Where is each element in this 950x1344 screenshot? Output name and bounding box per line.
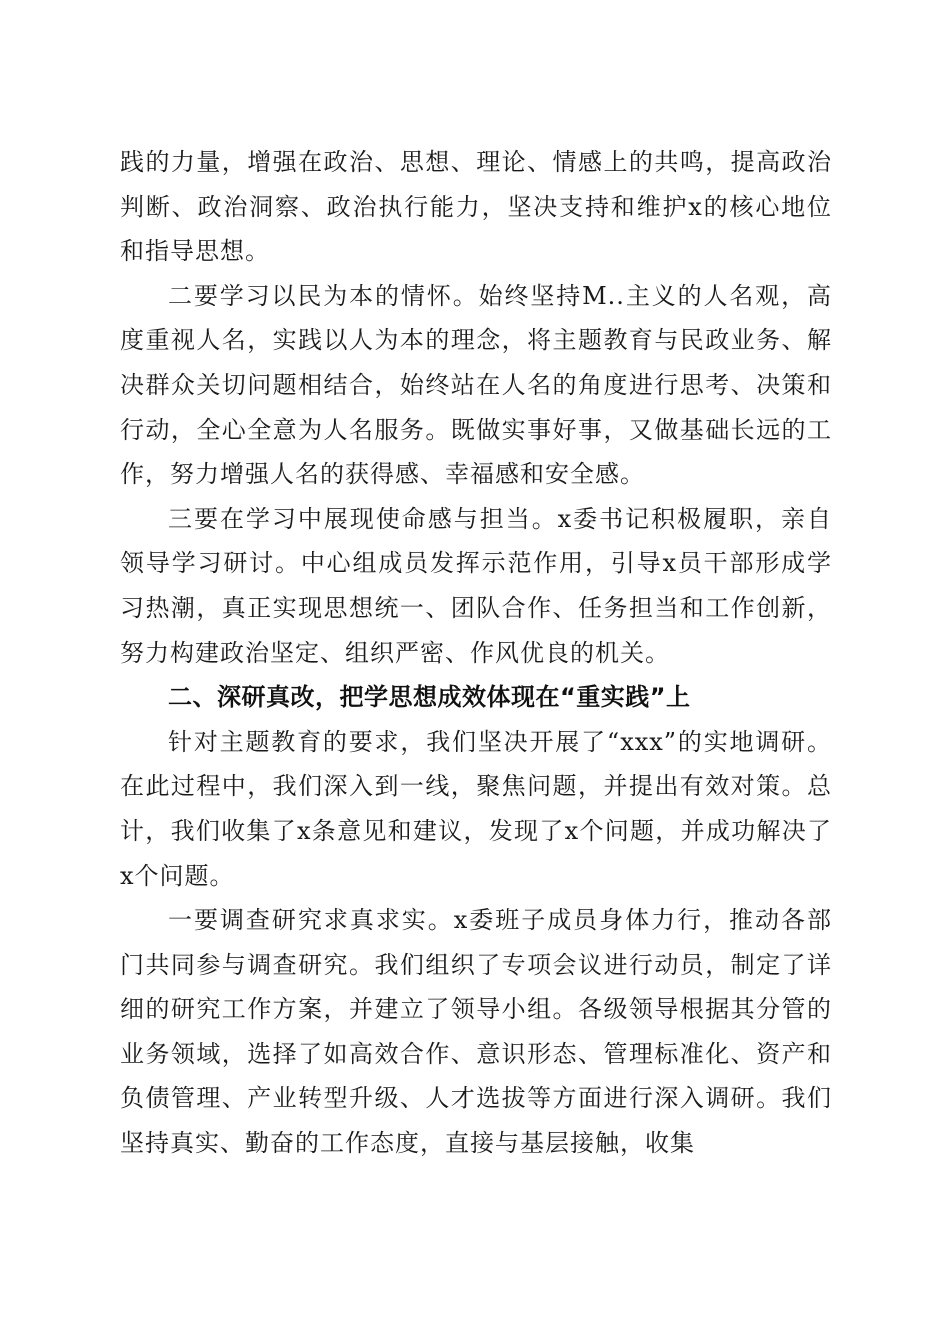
paragraph-continuation: 践的力量，增强在政治、思想、理论、情感上的共鸣，提高政治判断、政治洞察、政治执行能力，坚决支持和维护x的核心地位和指导思想。 — [120, 148, 832, 266]
section-heading: 二、深研真改，把学思想成效体现在“重实践”上 — [168, 683, 691, 712]
document-body — [120, 140, 832, 1166]
paragraph-field-research: 针对主题教育的要求，我们坚决开展了“xxx”的实地调研。在此过程中，我们深入到一线，聚焦问题，并提出有效对策。总计，我们收集了x条意见和建议，发现了x个问题，并成功解决了x个问题。 — [120, 727, 832, 890]
paragraph-investigation: 一要调查研究求真求实。x委班子成员身体力行，推动各部门共同参与调查研究。我们组织了专项会议进行动员，制定了详细的研究工作方案，并建立了领导小组。各级领导根据其分管的业务领域，选择了如高效合作、意识形态、管理标准化、资产和负债管理、产业转型升级、人才选拔等方面进行深入调研。我们坚持真实、勤奋的工作态度，直接与基层接触，收集 — [120, 906, 832, 1158]
paragraph-people-oriented: 二要学习以民为本的情怀。始终坚持M..主义的人名观，高度重视人名，实践以人为本的理念，将主题教育与民政业务、解决群众关切问题相结合，始终站在人名的角度进行思考、决策和行动，全心全意为人名服务。既做实事好事，又做基础长远的工作，努力增强人名的获得感、幸福感和安全感。 — [120, 281, 832, 489]
paragraph-mission-responsibility: 三要在学习中展现使命感与担当。x委书记积极履职，亲自领导学习研讨。中心组成员发挥示范作用，引导x员干部形成学习热潮，真正实现思想统一、团队合作、任务担当和工作创新，努力构建政治坚定、组织严密、作风优良的机关。 — [120, 504, 832, 667]
